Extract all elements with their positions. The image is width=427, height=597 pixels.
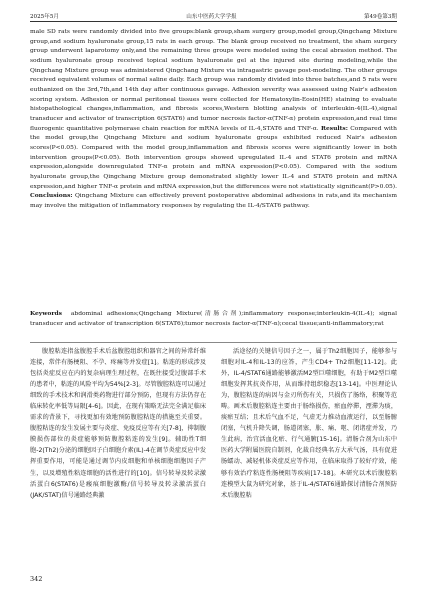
keywords-paragraph: [30, 309, 397, 328]
header-journal-title: 山东中医药大学学报: [186, 13, 237, 20]
header-divider: [30, 21, 397, 22]
keywords-label: Keywords: [30, 310, 62, 317]
english-abstract: [30, 27, 397, 210]
page-number: 342: [30, 575, 43, 583]
keywords-text: abdominal adhesions;Qingchang Mixture(清肠合剂);inflammatory response;interleukin-4(IL-4); signal transducer and activator of transcription 6(STAT6);tumor necrosis factor-α(TNF-α);cecal tissue;anti-inflammatory;rat: [30, 310, 397, 327]
body-column-left: 腹腔粘连指盆腹腔手术后盆腹腔组织和器官之间的异常纤维连接，常伴有肠梗阻、不孕、疼痛等并发症[1]。粘连的形成涉及包括炎症反应在内的复杂病理生理过程，在既往接受过腹部手术的患者中，粘连的风险平均为54%[2-3]。尽管腹腔粘连可以通过细致的手术技术和润滑类药物进行部分预防，但现有方法仍存在临床转化率低等局限[4-6]。因此，在现有策略无法完全满足临床需求的背景下，寻找更加有效地预防腹腔粘连的措施至关重要。腹腔粘连的发生发展主要与炎症、免疫反应等有关[7-8]，抑制腹膜损伤部位的炎症能够预防腹腔粘连的发生[9]。辅助性T细胞-2(Th2)分泌的细胞因子白细胞介素(IL)-4在调节炎症反应中发挥重要作用，可能是通过调节内皮细胞和单核细胞细胞因子产生，以及增殖性粘连细胞的活性进行的[10]。信号转导及转录激活蛋白6(STAT6)是瘢痕细胞激酶/信号转导及转录激活蛋白(JAK/STAT)信号通路经典激: [30, 348, 206, 499]
results-text: Compared with the model group,the Qingchang Mixture and sodium hyaluronate groups exhibited reduced Nair's adhesion scores(P<0.05). Compared with the model group,inflammation and fibrosis scores were significantly lower in both intervention groups(P<0.05). Both intervention groups showed upregulated IL-4 and STAT6 protein and mRNA expression,alongside downregulated TNF-α protein and mRNA expression(P<0.05). Compared with the sodium hyaluronate group,the Qingchang Mixture group demonstrated slightly lower IL-4 and STAT6 protein and mRNA expression,and higher TNF-α protein and mRNA expression,but the differences were not statistically significant(P>0.05).: [30, 124, 398, 190]
header-date: 2025年5月: [30, 13, 59, 20]
running-header: [30, 10, 397, 21]
abstract-methods-text: male SD rats were randomly divided into five groups:blank group,sham surgery group,model group,Qingchang Mixture group,and sodium hyaluronate group,15 rats in each group. The blank group received no treatment, the sham surgery group underwent laparotomy only,and the remaining three groups were modeled using the cecal abrasion method. The sodium hyaluronate group received topical sodium hyaluronate gel at the injured site during modeling,while the Qingchang Mixture group was administered Qingchang Mixture via intragastric gavage post-modeling. The other groups received equivalent volumes of normal saline daily. Each group was randomly divided into three batches,and 5 rats were euthanized on the 3rd,7th,and 14th day after continuous gavage. Adhesion severity was assessed using Nair's adhesion scoring system. Adhesion or normal peritoneal tissues were collected for Hematoxylin-Eosin(HE) staining to evaluate histopathological changes,inflammation, and fibrosis scores,Western blotting analysis of interleukin-4(IL-4),signal transducer and activator of transcription 6(STAT6) and tumor necrosis factor-α(TNF-α) protein expression,and real time fluorogenic quantitative polymerase chain reaction for mRNA levels of IL-4,STAT6 and TNF-α.: [30, 28, 397, 132]
header-volume-issue: 第49卷第3期: [363, 13, 397, 20]
body-column-right: 活途径的关键信号因子之一，属于Th2细胞因子，能够参与细胞对IL-4和IL-13的应答，产生CD4+ Th2细胞[11-12]。此外，IL-4/STAT6通路能够激活M2型巨噬细胞，有助于M2型巨噬细胞发挥其抗炎作用，从而维持组织稳态[13-14]。中医理论认为，腹腔粘连的病因与金刃所伤有关，只损伤了肠络，积聚等范畴。画术后腹腔粘连主要由于肠络损伤，瘀血停滞，湮滞为痰，痰瘀互结；且术后气血不足，气虚无力推动血液运行，以至肠腑闭塞，气机升降失调，肠道闭塞，胀、痛、呕、闭诸症并发，乃生此病，治宜活血化瘀、行气通腑[15-16]。清肠合剂为山东中医药大学附属医院自制剂，化裁自经典名方大承气汤，具有促进肠蠕动、减轻机体炎症反应等作用，在临床取得了较好疗效，能够有效治疗粘连性肠梗阻等疾病[17-18]。本研究以术后腹腔粘连模型大鼠为研究对象，基于IL-4/STAT6通路探讨清肠合剂预防术后腹腔粘: [221, 348, 397, 499]
section-divider: [30, 342, 397, 343]
conclusions-label: Conclusions:: [30, 192, 73, 200]
conclusions-text: Qingchang Mixture can effectively prevent postoperative abdominal adhesions in rats,and its mechanism may involve the mitigation of inflammatory responses by regulating the IL-4/STAT6 pathway.: [30, 192, 397, 209]
results-label: Results:: [321, 124, 348, 132]
